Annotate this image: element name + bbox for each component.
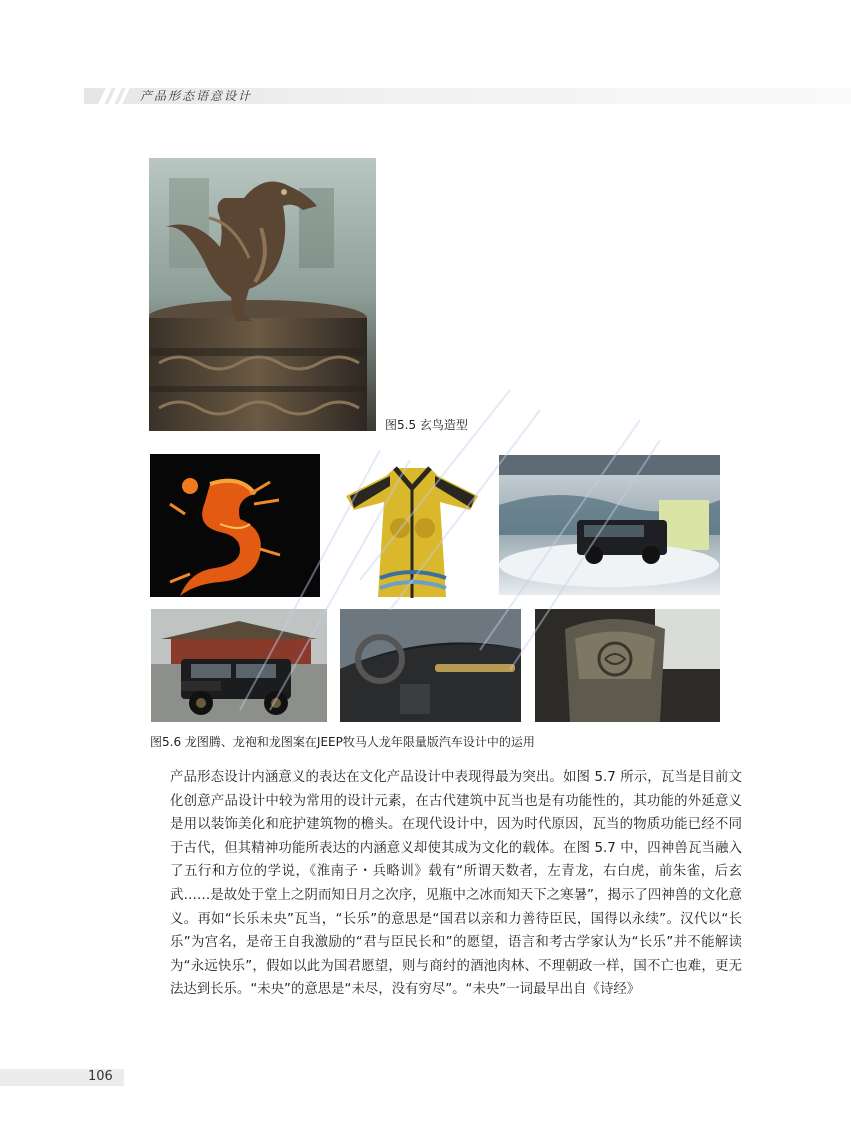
- jeep-interior-photo: [340, 609, 521, 722]
- dragon-totem-photo: [150, 454, 320, 597]
- page-number: 106: [88, 1069, 113, 1084]
- jeep-seat-photo: [535, 609, 720, 722]
- running-header-title: 产品形态语意设计: [140, 89, 253, 103]
- xuanniao-bronze-photo: [149, 158, 376, 431]
- jeep-showroom-photo: [499, 455, 720, 595]
- jeep-palace-photo: [151, 609, 327, 722]
- body-paragraph: 产品形态设计内涵意义的表达在文化产品设计中表现得最为突出。如图 5.7 所示，瓦当是目前文化创意产品设计中较为常用的设计元素，在古代建筑中瓦当也是有功能性的，其功能的外延意义是用以装饰美化和庇护建筑物的檐头。在现代设计中，因为时代原因，瓦当的物质功能已经不同于古代，但其精神功能所表达的内涵意义却使其成为文化的载体。在图 5.7 中，四神兽瓦当融入了五行和方位的学说，《淮南子・兵略训》载有“所谓天数者，左青龙，右白虎，前朱雀，后玄武……是故处于堂上之阴而知日月之次序，见瓶中之冰而知天下之寒暑”，揭示了四神兽的文化意义。再如“长乐未央”瓦当，“长乐”的意思是“国君以亲和力善待臣民，国得以永续”。汉代以“长乐”为宫名，是帝王自我激励的“君与臣民长和”的愿望，语言和考古学家认为“长乐”并不能解读为“永远快乐”，假如以此为国君愿望，则与商纣的酒池肉林、不理朝政一样，国不亡也难，更无法达到长乐。“未央”的意思是“未尽，没有穷尽”。“未央”一词最早出自《诗经》: [170, 770, 742, 998]
- figure-5-5-caption: 图5.5 玄鸟造型: [385, 418, 468, 432]
- dragon-robe-photo: [340, 458, 485, 603]
- figure-5-6-caption: 图5.6 龙图腾、龙袍和龙图案在JEEP牧马人龙年限量版汽车设计中的运用: [150, 735, 535, 749]
